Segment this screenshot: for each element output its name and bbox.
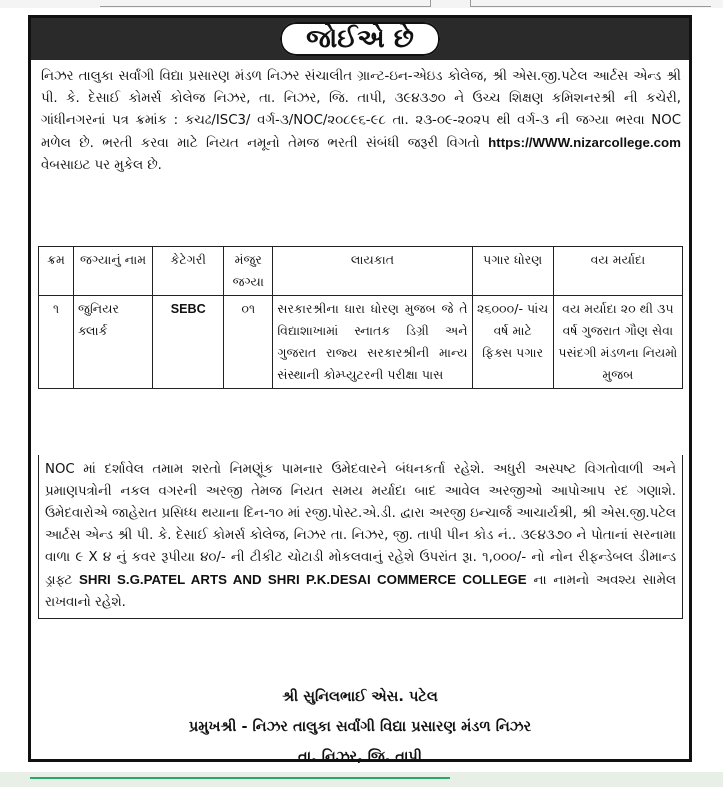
- col-header-age: વય મર્યાદા: [553, 247, 682, 296]
- cell-salary: ૨૬૦૦૦/- પાંચ વર્ષ માટે ફિક્સ પગાર: [472, 296, 553, 389]
- top-edge-strip: [0, 0, 723, 8]
- cell-age: વય મર્યાદા ૨૦ થી ૩૫ વર્ષ ગુજરાત ગૌણ સેવા પસંદગી મંડળના નિયમો મુજબ: [553, 296, 682, 389]
- notice-heading: જોઈએ છે: [280, 22, 440, 56]
- heading-band: [31, 18, 689, 60]
- col-header-seats: મંજુર જગ્યા: [224, 247, 273, 296]
- signatory-place: તા. નિઝર, જિ. તાપી: [298, 749, 422, 765]
- signature-block: [31, 682, 689, 772]
- intro-suffix: વેબસાઇટ પર મુકેલ છે.: [41, 158, 162, 173]
- payee-name: SHRI S.G.PATEL ARTS AND SHRI P.K.DESAI COMMERCE COLLEGE: [78, 572, 527, 587]
- col-header-qualification: લાયકાત: [273, 247, 472, 296]
- intro-paragraph: [41, 66, 681, 177]
- cell-qualification: સરકારશ્રીના ધારા ધોરણ મુજબ જે તે વિદ્યાશાખામાં સ્નાતક ડિગ્રી અને ગુજરાત રાજ્ય સરકારશ્રીની માન્ય સંસ્થાની કોમ્પ્યુટરની પરીક્ષા પાસ: [273, 296, 472, 389]
- bottom-accent-line: [30, 777, 450, 779]
- terms-text: NOC માં દર્શાવેલ તમામ શરતો નિમણૂંક પામનાર ઉમેદવારને બંધનકર્તા રહેશે. અધુરી અસ્પષ્ટ વિગતોવાળી અને પ્રમાણપત્રોની નકલ વગરની અરજી તેમજ નિયત સમય મર્યાદા બાદ આવેલ અરજીઓ આપોઆપ રદ ગણાશે. ઉમેદવારોએ જાહેરાત પ્રસિધ્ધ થયાના દિન-૧૦ માં રજી.પોસ્ટ.એ.ડી. દ્વારા અરજી ઇન્ચાર્જ આચાર્યશ્રી, શ્રી એસ.જી.પટેલ આર્ટસ એન્ડ શ્રી પી. કે. દેસાઈ કોમર્સ કોલેજ, નિઝર તા. નિઝર, જી. તાપી પીન કોડ નં.. ૩૯૪૩૭૦ ને પોતાનાં સરનામા વાળા ૯ X ૪ નું કવર રૂપીયા ૪૦/- ની ટીકીટ ચોટાડી મોકલવાનું રહેશે ઉપરાંત રૂા. ૧,૦૦૦/- નો નોન રીફન્ડેબલ ડીમાન્ડ ડ્રાફ્ટ: [45, 462, 676, 588]
- table-header-row: [39, 247, 683, 296]
- cell-sr: ૧: [39, 296, 74, 389]
- col-header-category: કેટેગરી: [153, 247, 224, 296]
- vacancy-table: [38, 246, 683, 389]
- adjacent-ad-border-left: [100, 0, 431, 7]
- bottom-edge-strip: [0, 772, 723, 787]
- terms-suffix: ના નામનો અવશ્ય સામેલ રાખવાનો રહેશે.: [45, 573, 677, 610]
- cell-category: SEBC: [153, 296, 224, 389]
- col-header-sr: ક્રમ: [39, 247, 74, 296]
- terms-paragraph: [38, 455, 683, 619]
- adjacent-ad-border-right: [470, 0, 711, 7]
- col-header-salary: પગાર ધોરણ: [472, 247, 553, 296]
- signatory-name: શ્રી સુનિલભાઈ એસ. પટેલ: [282, 689, 438, 705]
- notice-frame: [28, 15, 692, 765]
- table-row: [39, 296, 683, 389]
- cell-post: જુનિયર ક્લાર્ક: [74, 296, 153, 389]
- signatory-designation: પ્રમુખશ્રી - નિઝર તાલુકા સર્વાંગી વિદ્યા પ્રસારણ મંડળ નિઝર: [188, 719, 532, 735]
- website-link[interactable]: https://WWW.nizarcollege.com: [488, 135, 681, 150]
- cell-seats: ૦૧: [224, 296, 273, 389]
- col-header-post: જગ્યાનું નામ: [74, 247, 153, 296]
- intro-text: નિઝર તાલુકા સર્વાંગી વિદ્યા પ્રસારણ મંડળ નિઝર સંચાલીત ગ્રાન્ટ-ઇન-એઇડ કોલેજ, શ્રી એસ.જી.પટેલ આર્ટસ એન્ડ શ્રી પી. કે. દેસાઈ કોમર્સ કોલેજ નિઝર, તા. નિઝર, જિ. તાપી, ૩૯૪૩૭૦ ને ઉચ્ચ શિક્ષણ કમિશનરશ્રી ની કચેરી, ગાંધીનગરનાં પત્ર ક્રમાંક : કચઢ/ISC3/ વર્ગ-૩/NOC/૨૦૮૯૬-૯૮ તા. ૨૩-૦૯-૨૦૨૫ થી વર્ગ-૩ ની જગ્યા ભરવા NOC મળેલ છે. ભરતી કરવા માટે નિયત નમૂનો તેમજ ભરતી સંબંધી જરૂરી વિગતો: [41, 69, 681, 151]
